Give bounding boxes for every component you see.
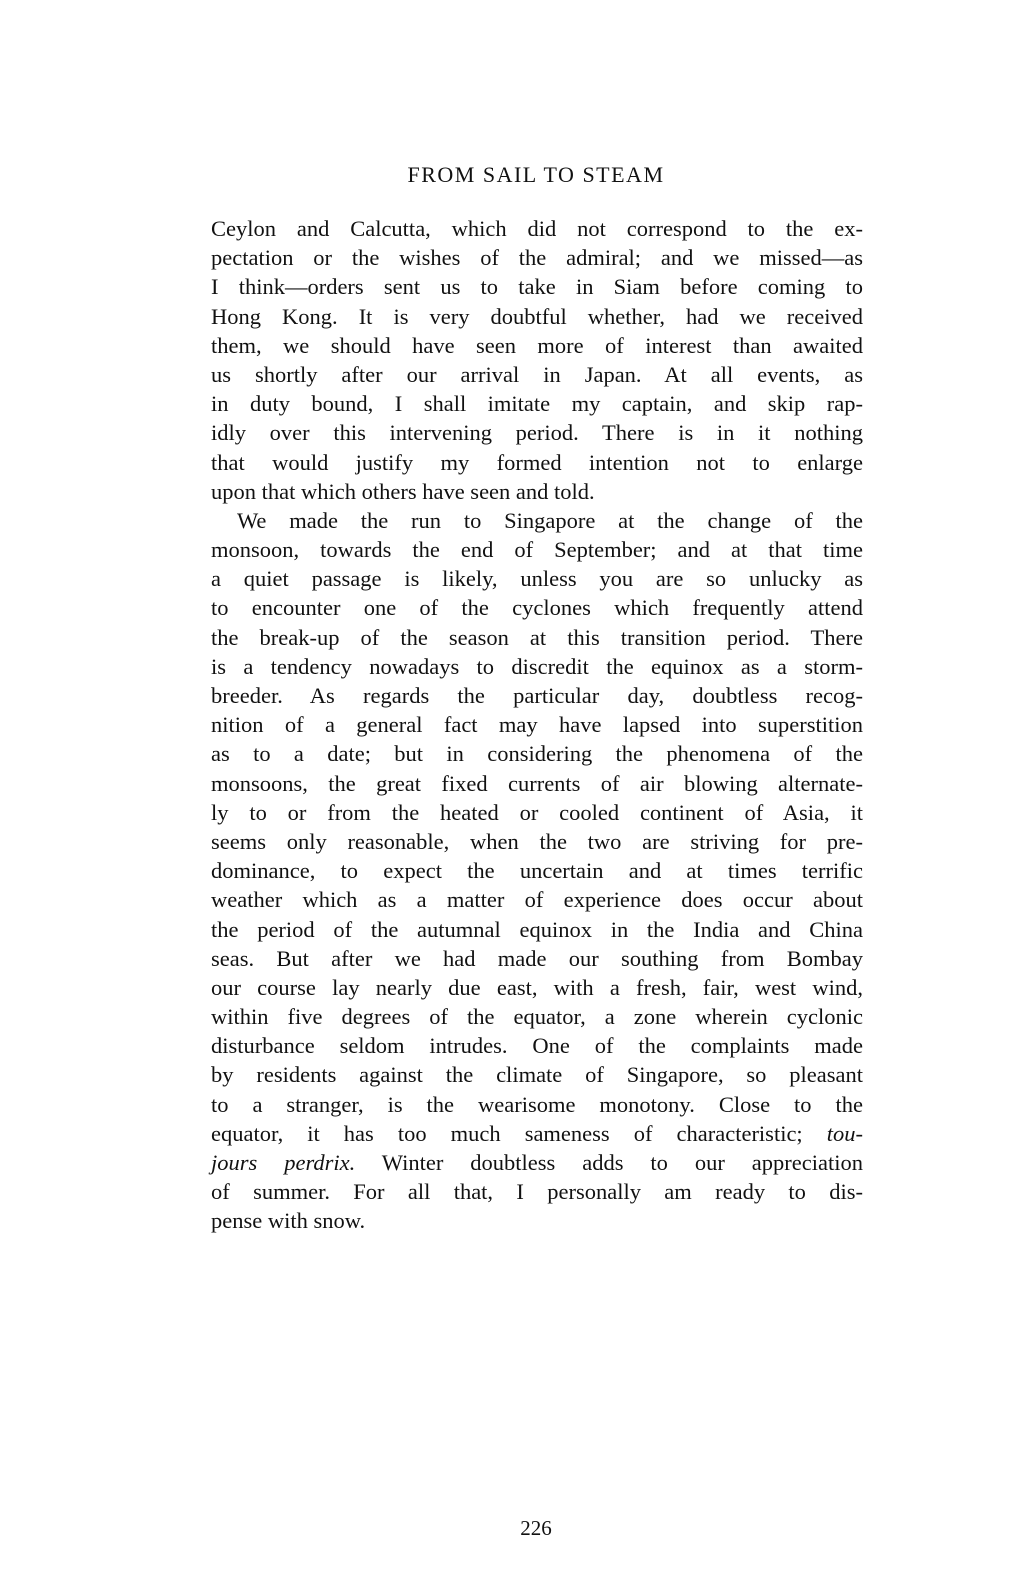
text-line: within five degrees of the equator, a zone wherein cyclonic (211, 1004, 863, 1030)
page-number: 226 (520, 1516, 552, 1540)
text-line: that would justify my formed intention not to enlarge (211, 449, 863, 475)
text-line: nition of a general fact may have lapsed into superstition (211, 712, 863, 738)
text-line: of summer. For all that, I personally am ready to dis- (211, 1179, 863, 1205)
paragraph-2 (211, 506, 863, 1236)
text-line: the break-up of the season at this transition period. There (211, 624, 863, 650)
text-line: I think—orders sent us to take in Siam before coming to (211, 274, 863, 300)
text-line: dominance, to expect the uncertain and at times terrific (211, 858, 863, 884)
text-line: pectation or the wishes of the admiral; and we missed—as (211, 245, 863, 271)
text-segment: equator, it has too much sameness of characteristic; (211, 1120, 803, 1146)
text-line: seems only reasonable, when the two are striving for pre- (211, 828, 863, 854)
text-line: them, we should have seen more of interest than awaited (211, 332, 863, 358)
italic-fragment: tou- (826, 1120, 863, 1146)
text-line: weather which as a matter of experience does occur about (211, 887, 863, 913)
text-line: breeder. As regards the particular day, doubtless recog- (211, 683, 863, 708)
text-line: in duty bound, I shall imitate my captain, and skip rap- (211, 391, 863, 417)
text-line-with-italic (211, 1119, 863, 1148)
text-line: pense with snow. (211, 1208, 366, 1234)
text-line: a quiet passage is likely, unless you are so unlucky as (211, 566, 863, 592)
text-line: disturbance seldom intrudes. One of the complaints made (211, 1033, 863, 1059)
body-text (211, 214, 863, 1236)
italic-fragment: jours perdrix. (211, 1150, 356, 1175)
text-line: to a stranger, is the wearisome monotony. Close to the (211, 1091, 863, 1117)
text-line: idly over this intervening period. There is in it nothing (211, 420, 863, 446)
text-line: upon that which others have seen and told. (211, 478, 595, 504)
text-line: us shortly after our arrival in Japan. At all events, as (211, 361, 863, 387)
paragraph-1 (211, 214, 863, 506)
text-line: the period of the autumnal equinox in the India and China (211, 916, 863, 942)
text-line: ly to or from the heated or cooled continent of Asia, it (211, 799, 863, 825)
text-line: is a tendency nowadays to discredit the equinox as a storm- (211, 653, 863, 679)
text-line: by residents against the climate of Singapore, so pleasant (211, 1062, 863, 1088)
text-line: seas. But after we had made our southing from Bombay (211, 945, 863, 971)
text-line: as to a date; but in considering the phenomena of the (211, 741, 863, 767)
text-line: monsoon, towards the end of September; and at that time (211, 537, 863, 563)
text-line: Hong Kong. It is very doubtful whether, had we received (211, 303, 863, 329)
text-line: Ceylon and Calcutta, which did not correspond to the ex- (211, 216, 863, 241)
text-line-with-italic (211, 1148, 863, 1177)
running-head: FROM SAIL TO STEAM (407, 162, 665, 187)
text-line: to encounter one of the cyclones which frequently attend (211, 595, 863, 621)
text-line: monsoons, the great fixed currents of air blowing alternate- (211, 770, 863, 796)
text-segment: Winter doubtless adds to our appreciation (355, 1150, 863, 1175)
text-line: our course lay nearly due east, with a fresh, fair, west wind, (211, 974, 863, 1000)
text-line: We made the run to Singapore at the change of the (237, 507, 863, 533)
